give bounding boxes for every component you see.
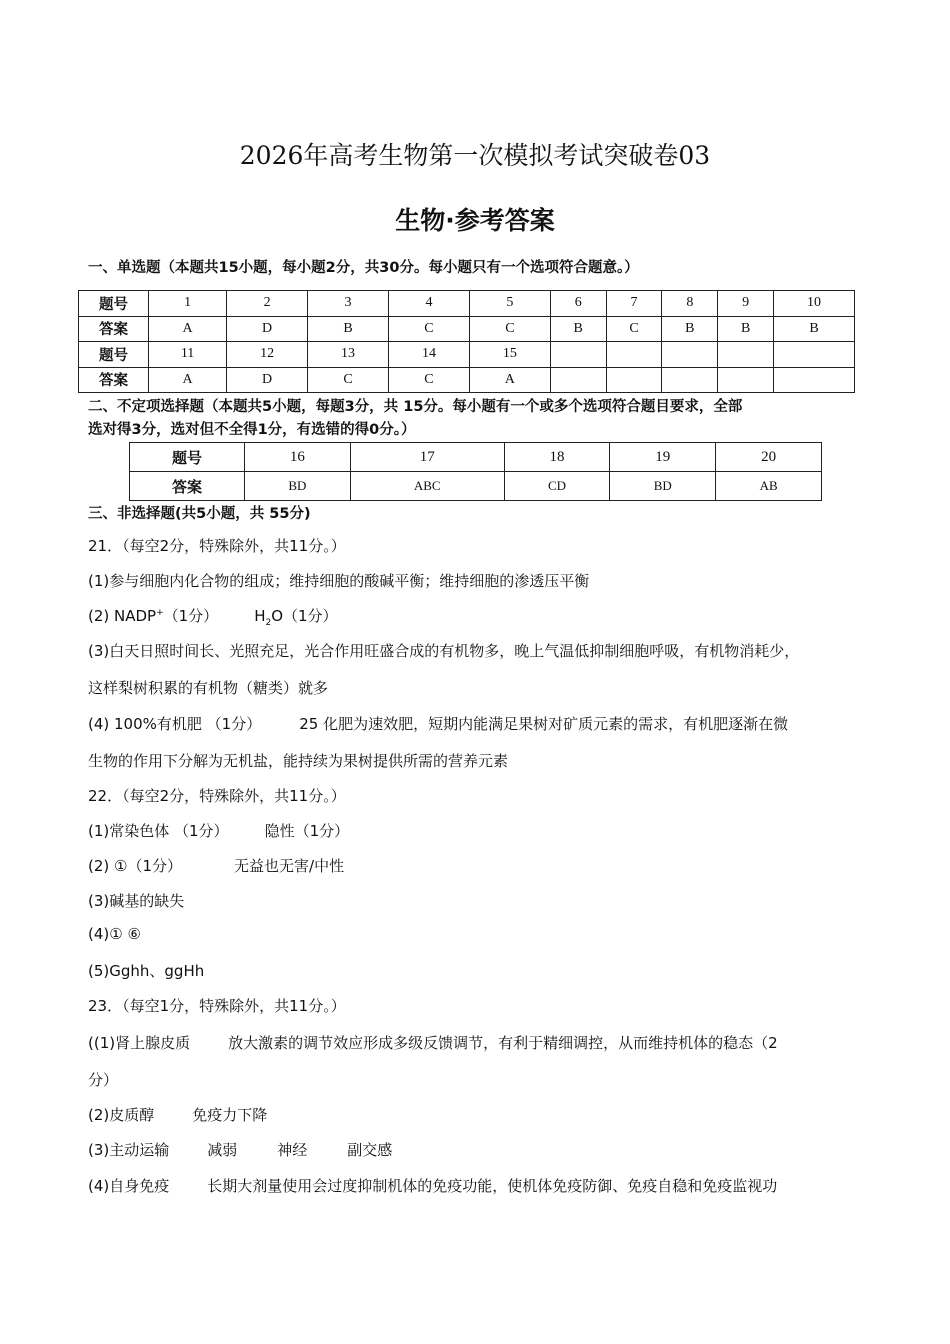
row-label: 题号 xyxy=(79,342,149,368)
table-cell: D xyxy=(227,367,308,393)
q21-heading: 21．（每空2分，特殊除外，共11分。） xyxy=(88,537,346,555)
q21-answer-4-line1 xyxy=(88,713,878,734)
table-cell: 14 xyxy=(388,342,469,368)
section-1-heading: 一、单选题（本题共15小题，每小题2分，共30分。每小题只有一个选项符合题意。） xyxy=(88,260,639,276)
answer-text: 神经 xyxy=(277,1141,308,1159)
answer-text: 25 化肥为速效肥，短期内能满足果树对矿质元素的需求，有机肥逐渐在微 xyxy=(299,715,789,733)
table-cell: B xyxy=(774,316,855,342)
table-row xyxy=(130,472,822,501)
q23-answer-1-line2: 分） xyxy=(88,1071,119,1089)
answer-text: ((1)肾上腺皮质 xyxy=(88,1034,191,1052)
row-label: 答案 xyxy=(79,316,149,342)
answer-text: H xyxy=(254,607,266,625)
table-cell: 5 xyxy=(469,291,550,317)
table-cell: C xyxy=(388,316,469,342)
answer-text: 隐性（1分） xyxy=(264,822,350,840)
table-cell: B xyxy=(718,316,774,342)
table-cell: C xyxy=(469,316,550,342)
q21-answer-4-line2: 生物的作用下分解为无机盐，能持续为果树提供所需的营养元素 xyxy=(88,752,509,770)
table-cell: A xyxy=(149,316,227,342)
q22-answer-5: (5)Gghh、ggHh xyxy=(88,962,205,980)
q22-heading: 22．（每空2分，特殊除外，共11分。） xyxy=(88,787,346,805)
table-cell: B xyxy=(550,316,606,342)
answer-text: (2)皮质醇 xyxy=(88,1106,155,1124)
row-label: 题号 xyxy=(130,443,245,472)
table-cell: 11 xyxy=(149,342,227,368)
table-cell xyxy=(718,367,774,393)
answer-text: 无益也无害/中性 xyxy=(234,857,345,875)
table-cell: 10 xyxy=(774,291,855,317)
table-cell xyxy=(606,367,662,393)
single-choice-answer-table xyxy=(78,290,855,393)
table-cell xyxy=(718,342,774,368)
row-label: 答案 xyxy=(130,472,245,501)
table-cell xyxy=(662,342,718,368)
table-cell: A xyxy=(149,367,227,393)
answer-text: (4) 100%有机肥 （1分） xyxy=(88,715,262,733)
q22-answer-4: (4)① ⑥ xyxy=(88,925,141,943)
q23-answer-1-line1 xyxy=(88,1032,878,1053)
table-cell: 9 xyxy=(718,291,774,317)
table-cell: 13 xyxy=(308,342,389,368)
row-label: 题号 xyxy=(79,291,149,317)
table-cell: D xyxy=(227,316,308,342)
multi-choice-answer-table xyxy=(129,442,822,501)
table-cell: 8 xyxy=(662,291,718,317)
table-cell: BD xyxy=(245,472,351,501)
table-cell: 12 xyxy=(227,342,308,368)
table-cell: C xyxy=(606,316,662,342)
table-cell: 6 xyxy=(550,291,606,317)
table-row xyxy=(79,316,855,342)
table-cell: 4 xyxy=(388,291,469,317)
table-row xyxy=(79,367,855,393)
section-2-heading-line1: 二、不定项选择题（本题共5小题，每题3分，共 15分。每小题有一个或多个选项符合题目要求，全部 xyxy=(88,399,743,415)
answer-text: (4)自身免疫 xyxy=(88,1177,170,1195)
q22-answer-1 xyxy=(88,820,878,841)
table-cell: 2 xyxy=(227,291,308,317)
q23-heading: 23．（每空1分，特殊除外，共11分。） xyxy=(88,997,346,1015)
page-subtitle: 生物·参考答案 xyxy=(395,206,555,235)
answer-text: (3)主动运输 xyxy=(88,1141,170,1159)
subscript: 2 xyxy=(265,618,272,628)
answer-text: 免疫力下降 xyxy=(192,1106,268,1124)
answer-text: 放大激素的调节效应形成多级反馈调节，有利于精细调控，从而维持机体的稳态（2 xyxy=(228,1034,778,1052)
q21-answer-2 xyxy=(88,605,878,628)
table-row xyxy=(130,443,822,472)
table-cell: 3 xyxy=(308,291,389,317)
table-cell: 18 xyxy=(504,443,610,472)
row-label: 答案 xyxy=(79,367,149,393)
table-cell: CD xyxy=(504,472,610,501)
table-cell: 20 xyxy=(716,443,822,472)
answer-text: （1分） xyxy=(163,607,219,625)
table-cell xyxy=(550,367,606,393)
table-cell: 16 xyxy=(245,443,351,472)
answer-text: O（1分） xyxy=(271,607,338,625)
answer-text: (1)常染色体 （1分） xyxy=(88,822,229,840)
table-cell: 17 xyxy=(350,443,504,472)
table-cell: AB xyxy=(716,472,822,501)
table-cell: 19 xyxy=(610,443,716,472)
table-row xyxy=(79,291,855,317)
table-cell: B xyxy=(662,316,718,342)
table-cell xyxy=(774,342,855,368)
answer-text: (2) NADP xyxy=(88,607,157,625)
q21-answer-3-line1: (3)白天日照时间长、光照充足，光合作用旺盛合成的有机物多，晚上气温低抑制细胞呼吸，有机物消耗少， xyxy=(88,642,800,660)
table-cell: 15 xyxy=(469,342,550,368)
q23-answer-3 xyxy=(88,1139,878,1160)
table-cell: 7 xyxy=(606,291,662,317)
table-cell: 1 xyxy=(149,291,227,317)
answer-text: 副交感 xyxy=(347,1141,393,1159)
table-cell: BD xyxy=(610,472,716,501)
answer-text: (2) ①（1分） xyxy=(88,857,183,875)
q23-answer-4 xyxy=(88,1175,878,1196)
answer-text: 减弱 xyxy=(207,1141,238,1159)
table-cell: ABC xyxy=(350,472,504,501)
page-title: 2026年高考生物第一次模拟考试突破卷03 xyxy=(239,141,711,170)
q23-answer-2 xyxy=(88,1104,878,1125)
table-cell: B xyxy=(308,316,389,342)
table-cell: C xyxy=(308,367,389,393)
table-cell xyxy=(774,367,855,393)
q21-answer-1: (1)参与细胞内化合物的组成；维持细胞的酸碱平衡；维持细胞的渗透压平衡 xyxy=(88,572,590,590)
q22-answer-2 xyxy=(88,855,878,876)
superscript: + xyxy=(156,608,164,618)
answer-text: 长期大剂量使用会过度抑制机体的免疫功能，使机体免疫防御、免疫自稳和免疫监视功 xyxy=(207,1177,778,1195)
table-cell: C xyxy=(388,367,469,393)
table-cell xyxy=(662,367,718,393)
table-cell xyxy=(606,342,662,368)
section-2-heading-line2: 选对得3分，选对但不全得1分，有选错的得0分。） xyxy=(88,422,416,438)
q21-answer-3-line2: 这样梨树积累的有机物（糖类）就多 xyxy=(88,679,329,697)
section-3-heading: 三、非选择题(共5小题，共 55分) xyxy=(88,506,311,522)
q22-answer-3: (3)碱基的缺失 xyxy=(88,892,185,910)
table-row xyxy=(79,342,855,368)
table-cell: A xyxy=(469,367,550,393)
table-cell xyxy=(550,342,606,368)
